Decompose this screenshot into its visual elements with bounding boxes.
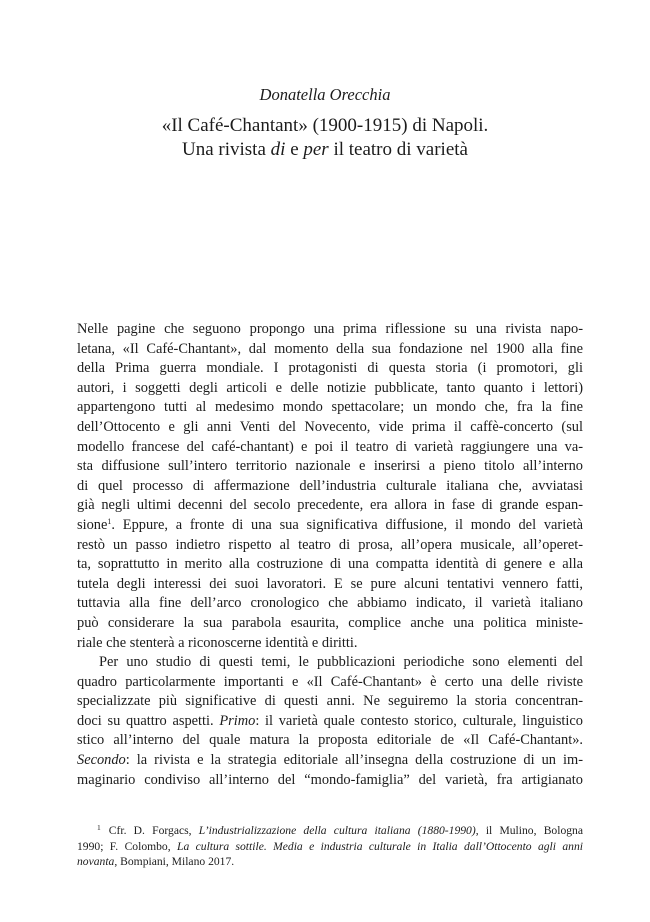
- title-line-2: Una rivista di e per il teatro di varietà: [182, 139, 468, 160]
- footnote-line: 1990; F. Colombo, La cultura sottile. Media e industria culturale in Italia dall’Ottocento agli anni: [77, 839, 583, 853]
- footnote-number: 1: [97, 823, 101, 832]
- text-line: sione$^1$. Eppure, a fronte di una sua significativa diffusione, il mondo del varietà: [77, 516, 583, 533]
- text-line: modello francese del café-chantant) e poi il teatro di varietà raggiungere una va-: [77, 438, 583, 455]
- text-line: può considerare la sua parabola esaurita, complice anche una politica ministe-: [77, 614, 583, 631]
- text-line: stico all’interno del quale matura la proposta editoriale de «Il Café-Chantant».: [77, 732, 583, 749]
- footnotes: [77, 823, 583, 870]
- text-line: maginario condiviso all’interno del “mondo-famiglia” del varietà, fra artigianato: [77, 771, 583, 788]
- paragraph-1: [77, 320, 583, 653]
- footnote-line: $^1$ Cfr. D. Forgacs, L’industrializzazione della cultura italiana (1880-1990), il Mulino, Bologna: [97, 823, 583, 837]
- article-header: [0, 84, 650, 162]
- text-line: autori, i soggetti degli articoli e delle notizie pubblicate, tanto quanto i lettori): [77, 379, 583, 396]
- article-title: [0, 114, 650, 162]
- text-line: doci su quattro aspetti. Primo: il varietà quale contesto storico, culturale, linguistico: [77, 712, 583, 729]
- text-line: Nelle pagine che seguono propongo una prima riflessione su una rivista napo-: [77, 321, 583, 337]
- text-line: appartengono tutti al medesimo mondo spettacolare; un mondo che, fra la fine: [77, 399, 583, 416]
- text-line: Per uno studio di questi temi, le pubblicazioni periodiche sono elementi del: [99, 654, 583, 671]
- body-text: [77, 320, 583, 790]
- text-line: della Prima guerra mondiale. I protagonisti di questa storia (i promotori, gli: [77, 360, 583, 377]
- paragraph-2: [77, 653, 583, 790]
- footnote-ref[interactable]: 1: [107, 516, 112, 526]
- text-line: tuttavia alla fine dell’arco cronologico che abbiamo indicato, il varietà italiano: [77, 595, 583, 612]
- text-line: dell’Ottocento e gli anni Venti del Novecento, vide prima il caffè-concerto (sul: [77, 418, 583, 435]
- author-name: Donatella Orecchia: [259, 85, 391, 104]
- text-line: ta, soprattutto in merito alla costruzione di una compatta identità di genere e alla: [77, 556, 583, 573]
- text-line: Secondo: la rivista e la strategia editoriale all’insegna della costruzione di un im-: [77, 752, 583, 769]
- text-line: letana, «Il Café-Chantant», dal momento della sua fondazione nel 1900 alla fine: [77, 340, 583, 357]
- text-line: specializzate più significative di questi anni. Ne seguiremo la storia concentran-: [77, 693, 583, 710]
- text-line: sta diffusione sull’intero territorio nazionale e inserirsi a pieno titolo all’interno: [77, 458, 583, 475]
- text-line: restò un passo indietro rispetto al teatro di prosa, all’opera musicale, all’operet-: [77, 536, 583, 553]
- title-line-1: «Il Café-Chantant» (1900-1915) di Napoli.: [161, 115, 489, 136]
- text-line: tutela degli interessi dei suoi lavoratori. E se pure alcuni tentativi vennero fatti,: [77, 575, 583, 592]
- text-line: quadro particolarmente importanti e «Il Café-Chantant» è certo una delle riviste: [77, 673, 583, 690]
- footnote-line: novanta, Bompiani, Milano 2017.: [77, 855, 235, 869]
- text-line: già negli ultimi decenni del secolo precedente, era allora in fase di grande espan-: [77, 497, 583, 514]
- text-line: di quel processo di affermazione dell’industria culturale italiana che, avviatasi: [77, 477, 583, 494]
- text-line: riale che stenterà a riconoscerne identità e diritti.: [77, 634, 358, 651]
